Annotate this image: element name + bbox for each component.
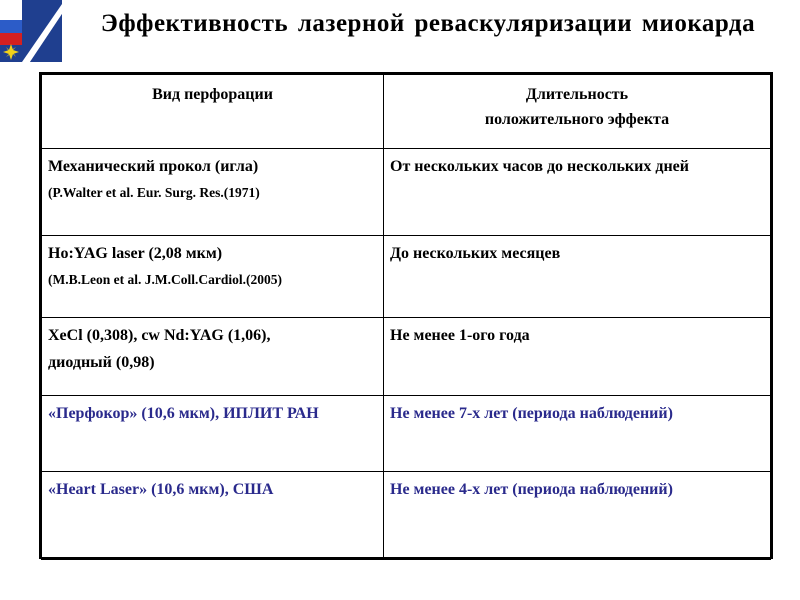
cell-type xyxy=(42,149,384,236)
table-row xyxy=(42,318,771,396)
cell-type-text: Ho:YAG laser (2,08 мкм) xyxy=(48,245,223,262)
cell-duration xyxy=(384,318,771,396)
column-header-type xyxy=(42,75,384,149)
page-title: Эффективность лазерной реваскуляризации миокарда xyxy=(100,10,756,37)
table-row xyxy=(42,472,771,560)
cell-duration xyxy=(384,149,771,236)
cell-reference-text: (M.B.Leon et al. J.M.Coll.Cardiol.(2005) xyxy=(48,272,282,287)
column-header-duration-line1: Длительность xyxy=(525,86,629,103)
cell-duration-text: От нескольких часов до нескольких дней xyxy=(390,158,689,175)
table-row xyxy=(42,149,771,236)
cell-type xyxy=(42,472,384,560)
column-header-duration-line2: положительного эффекта xyxy=(484,111,670,128)
cell-type-text-line2: диодный (0,98) xyxy=(48,354,155,371)
cell-reference-text: (P.Walter et al. Eur. Surg. Res.(1971) xyxy=(48,185,260,200)
cell-duration-text: Не менее 1-ого года xyxy=(390,327,530,344)
cell-type xyxy=(42,396,384,472)
cell-type-text: «Heart Laser» (10,6 мкм), США xyxy=(48,481,274,498)
cell-type-text: «Перфокор» (10,6 мкм), ИПЛИТ РАН xyxy=(48,405,319,422)
cell-duration-text: До нескольких месяцев xyxy=(390,245,561,262)
cell-duration xyxy=(384,396,771,472)
cell-duration xyxy=(384,236,771,318)
column-header-type-label: Вид перфорации xyxy=(152,86,273,103)
table-row xyxy=(42,236,771,318)
table-header-row xyxy=(42,75,771,149)
column-header-duration xyxy=(384,75,771,149)
table-row xyxy=(42,396,771,472)
cell-type-text: Механический прокол (игла) xyxy=(48,158,259,175)
cell-type xyxy=(42,318,384,396)
cell-duration xyxy=(384,472,771,560)
cell-type xyxy=(42,236,384,318)
results-table xyxy=(39,72,773,559)
cell-duration-text: Не менее 7-х лет (периода наблюдений) xyxy=(390,405,673,422)
cell-type-text: XeCl (0,308), cw Nd:YAG (1,06), xyxy=(48,327,271,344)
institute-logo-icon xyxy=(0,0,62,62)
cell-duration-text: Не менее 4-х лет (периода наблюдений) xyxy=(390,481,673,498)
